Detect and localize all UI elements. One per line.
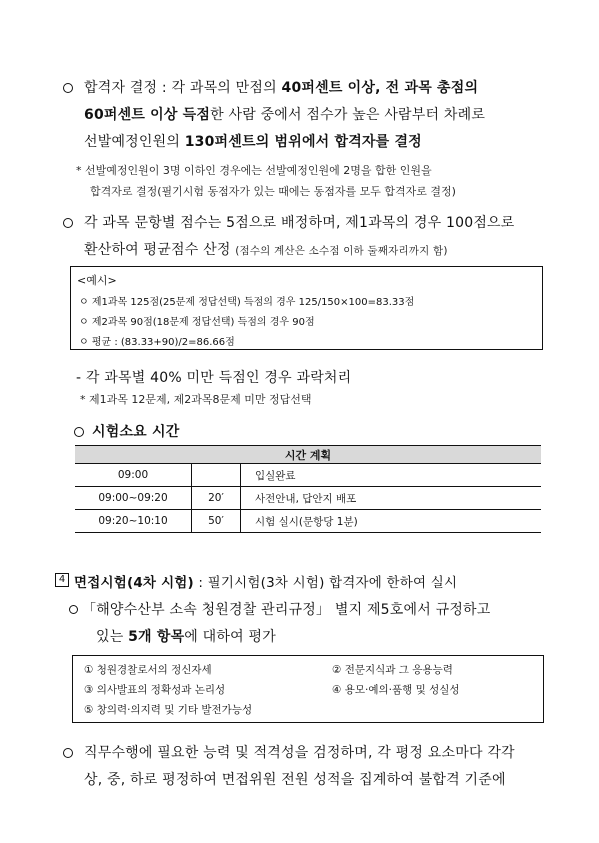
example-item-2: ㅇ 제2과목 90점(18문제 정답선택) 득점의 경우 90점 — [79, 317, 315, 328]
criteria-item-3: ③ 의사발표의 정확성과 논리성 — [84, 684, 226, 696]
criteria-item-5: ⑤ 창의력·의지력 및 기타 발전가능성 — [84, 704, 253, 716]
pass-decision-line-2: 60퍼센트 이상 득점한 사람 중에서 점수가 높은 사람부터 차례로 — [84, 107, 486, 123]
table-header: 시간 계획 — [75, 446, 541, 464]
pass-decision-line-1: 합격자 결정 : 각 과목의 만점의 40퍼센트 이상, 전 과목 총점의 — [84, 80, 479, 96]
criteria-item-1: ① 청원경찰로서의 정신자세 — [84, 664, 212, 676]
example-title: <예시> — [77, 274, 117, 287]
score-calc-line-1: 각 과목 문항별 점수는 5점으로 배정하며, 제1과목의 경우 100점으로 — [84, 215, 515, 231]
duration-cell: 50′ — [192, 510, 241, 533]
activity-cell: 사전안내, 답안지 배포 — [241, 487, 542, 510]
bullet-circle-icon — [74, 427, 84, 437]
example-item-3: ㅇ 평균 : (83.33+90)/2=86.66점 — [79, 337, 235, 348]
activity-cell: 입실완료 — [241, 464, 542, 487]
interview-closing-line-1: 직무수행에 필요한 능력 및 적격성을 검정하며, 각 평정 요소마다 각각 — [84, 745, 515, 761]
pass-decision-note-2: 합격자로 결정(필기시험 동점자가 있는 때에는 동점자를 모두 합격자로 결정) — [90, 185, 456, 198]
section-number-box: 4 — [55, 573, 69, 587]
table-header-row — [75, 446, 541, 464]
time-cell: 09:00 — [75, 464, 192, 487]
interview-title: 면접시험(4차 시험) : 필기시험(3차 시험) 합격자에 한하여 실시 — [74, 575, 458, 591]
time-section-heading: 시험소요 시간 — [92, 424, 180, 440]
pass-decision-note-1: * 선발예정인원이 3명 이하인 경우에는 선발예정인원에 2명을 합한 인원을 — [76, 164, 432, 177]
failure-rule: - 각 과목별 40% 미만 득점인 경우 과락처리 — [76, 370, 352, 386]
table-row — [75, 487, 541, 510]
bullet-circle-icon — [63, 83, 73, 93]
duration-cell: 20′ — [192, 487, 241, 510]
criteria-item-4: ④ 용모·예의·품행 및 성실성 — [332, 684, 460, 696]
interview-line-2: 있는 5개 항목에 대하여 평가 — [96, 629, 276, 645]
bullet-circle-icon — [69, 605, 78, 614]
interview-line-1: 「해양수산부 소속 청원경찰 관리규정」 별지 제5호에서 규정하고 — [82, 602, 491, 618]
interview-closing-line-2: 상, 중, 하로 평정하여 면접위원 전원 성적을 집계하여 불합격 기준에 — [84, 772, 506, 788]
score-calc-line-2: 환산하여 평균점수 산정 (점수의 계산은 소수점 이하 둘째자리까지 함) — [84, 242, 448, 258]
time-cell: 09:00~09:20 — [75, 487, 192, 510]
pass-decision-line-3: 선발예정인원의 130퍼센트의 범위에서 합격자를 결정 — [84, 134, 422, 150]
bullet-circle-icon — [63, 218, 73, 228]
bullet-circle-icon — [63, 748, 73, 758]
time-cell: 09:20~10:10 — [75, 510, 192, 533]
duration-cell — [192, 464, 241, 487]
table-row — [75, 464, 541, 487]
example-item-1: ㅇ 제1과목 125점(25문제 정답선택) 득점의 경우 125/150×100=83.33점 — [79, 297, 415, 308]
failure-note: * 제1과목 12문제, 제2과목8문제 미만 정답선택 — [80, 393, 312, 406]
activity-cell: 시험 실시(문항당 1분) — [241, 510, 542, 533]
table-row — [75, 510, 541, 533]
schedule-table — [75, 445, 541, 533]
criteria-item-2: ② 전문지식과 그 응용능력 — [332, 664, 453, 676]
